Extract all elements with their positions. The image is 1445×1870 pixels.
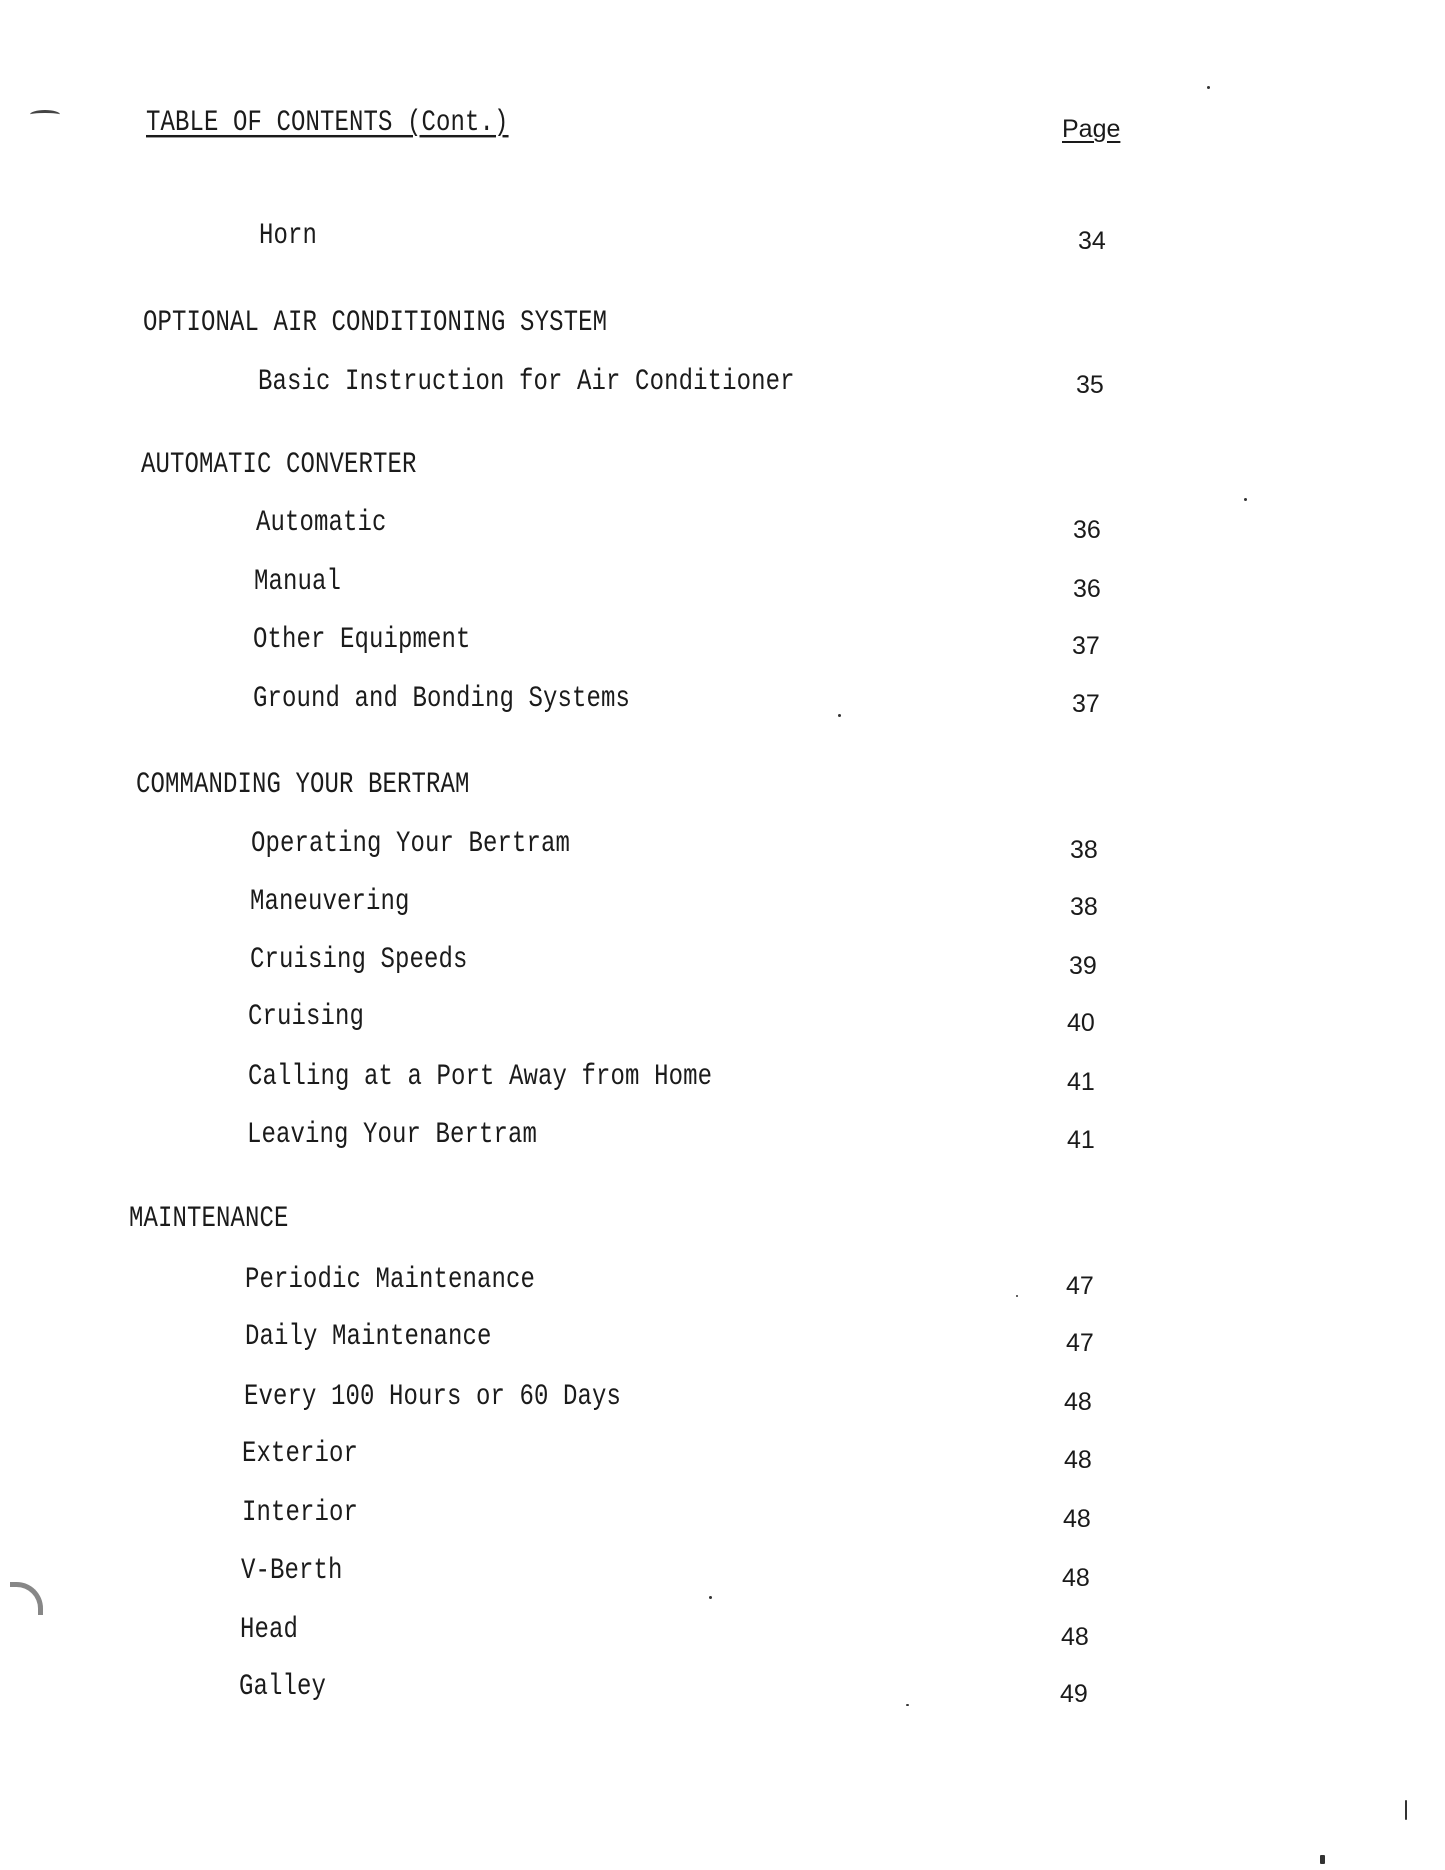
scan-artifact [1016, 1295, 1018, 1297]
scan-artifact [1207, 86, 1210, 89]
toc-entry: Automatic [256, 506, 387, 540]
toc-page-number: 34 [1078, 227, 1106, 255]
toc-entry-horn: Horn [259, 219, 318, 253]
toc-page-number: 48 [1064, 1388, 1092, 1416]
toc-entry: Periodic Maintenance [245, 1263, 536, 1297]
scan-artifact [838, 714, 841, 717]
toc-entry: Calling at a Port Away from Home [248, 1060, 713, 1094]
toc-page-number: 47 [1066, 1272, 1094, 1300]
toc-page-number: 48 [1061, 1623, 1089, 1651]
toc-entry: Every 100 Hours or 60 Days [244, 1380, 622, 1414]
page-column-header: Page [1062, 115, 1121, 143]
toc-page-number: 39 [1069, 952, 1097, 980]
toc-page-number: 40 [1067, 1009, 1095, 1037]
toc-page-number: 37 [1072, 632, 1100, 660]
toc-entry: Exterior [242, 1437, 359, 1471]
scan-artifact [709, 1596, 712, 1599]
toc-entry: V-Berth [241, 1554, 343, 1588]
scan-artifact [30, 110, 60, 119]
toc-page-number: 35 [1076, 371, 1104, 399]
toc-title: TABLE OF CONTENTS (Cont.) [146, 106, 509, 140]
scan-artifact [906, 1704, 909, 1706]
toc-entry: Other Equipment [253, 623, 471, 657]
toc-page-number: 37 [1072, 690, 1100, 718]
toc-page-number: 36 [1073, 516, 1101, 544]
toc-entry: Basic Instruction for Air Conditioner [258, 365, 795, 399]
scan-artifact [1320, 1855, 1325, 1864]
scan-artifact [10, 1582, 43, 1615]
toc-entry: Manual [254, 565, 342, 599]
toc-entry: Cruising Speeds [250, 943, 468, 977]
toc-page-number: 38 [1070, 836, 1098, 864]
toc-entry: Galley [239, 1670, 327, 1704]
toc-entry: Cruising [248, 1000, 365, 1034]
toc-page-number: 38 [1070, 893, 1098, 921]
toc-page-number: 49 [1060, 1680, 1088, 1708]
toc-section-heading: MAINTENANCE [129, 1202, 289, 1236]
toc-page-number: 48 [1063, 1505, 1091, 1533]
toc-entry: Interior [242, 1496, 359, 1530]
toc-entry: Head [240, 1613, 299, 1647]
toc-entry: Operating Your Bertram [251, 827, 571, 861]
toc-page-number: 41 [1067, 1126, 1095, 1154]
toc-page-number: 36 [1073, 575, 1101, 603]
scan-artifact [1244, 498, 1247, 501]
toc-section-heading: OPTIONAL AIR CONDITIONING SYSTEM [143, 306, 608, 340]
toc-page-number: 41 [1067, 1068, 1095, 1096]
toc-page-number: 48 [1062, 1564, 1090, 1592]
toc-page-number: 47 [1066, 1329, 1094, 1357]
toc-entry: Daily Maintenance [245, 1320, 492, 1354]
toc-entry: Maneuvering [250, 885, 410, 919]
scan-artifact [1405, 1800, 1407, 1820]
toc-entry: Ground and Bonding Systems [253, 682, 631, 716]
toc-page-number: 48 [1064, 1446, 1092, 1474]
toc-section-heading: COMMANDING YOUR BERTRAM [136, 768, 470, 802]
toc-entry: Leaving Your Bertram [247, 1118, 538, 1152]
toc-section-heading: AUTOMATIC CONVERTER [141, 448, 417, 482]
